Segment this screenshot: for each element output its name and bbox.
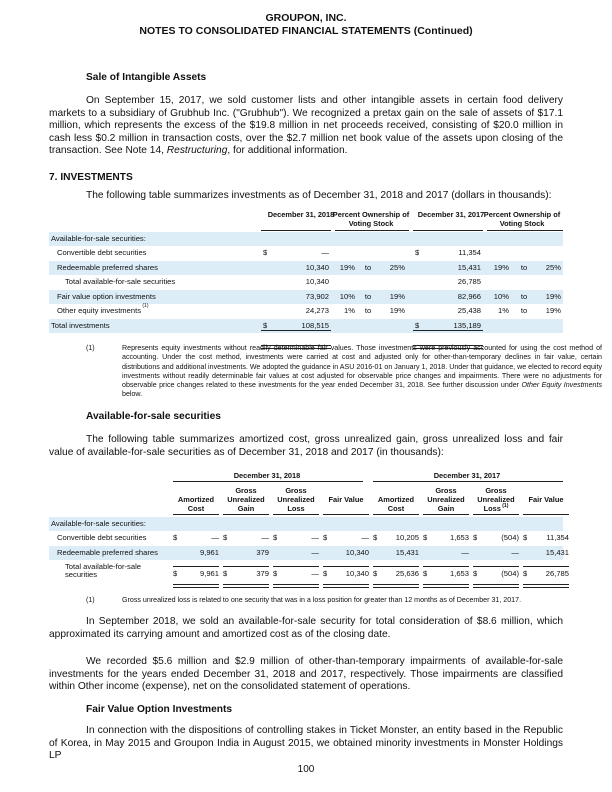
value-2017: 25,438 [457, 306, 481, 315]
dollar-sign: $ [323, 569, 328, 578]
value-2018: 73,902 [305, 291, 329, 301]
pct-high-2017: 19% [545, 291, 561, 301]
value-2018: 10,340 [305, 277, 329, 286]
col-header: Fair Value [528, 495, 564, 504]
dollar-sign: $ [523, 569, 528, 578]
value-2018: — [321, 248, 329, 257]
table1-footnote: (1) Represents equity investments without readily determinable fair values. Those investments were previously accounted for using the cost method of accounting. Under the cost method, investments were carried at cost and adjusted only for other-than-temporary declines in fair value, certain distributions and additional investments. We adopted the guidance in ASU 2016-01 on January 1, 2018. Under that guidance, we elected to record equity investments without readily determinable fair values at cost adjusted for observable price changes and impairments. There were no adjustments for observable price changes related to these investments for the year ended December 31, 2018. See further discussion under Other Equity Investments below. [86, 344, 602, 399]
pct-low-2018: 10% [339, 291, 355, 301]
cell-value: 10,340 [345, 569, 369, 578]
value-2017: 11,354 [458, 248, 481, 257]
page-number: 100 [297, 764, 315, 775]
cell-value: 10,340 [345, 547, 369, 557]
pct-to-2018: to [364, 291, 372, 301]
value-2017: 15,431 [457, 262, 481, 272]
sale-of-security-paragraph: In September 2018, we sold an available-for-sale security for total consideration of $8.6 million, which approximated its carrying amount and amortized cost as of the closing date. [49, 616, 563, 640]
row-label: Convertible debt securities [57, 248, 147, 257]
sale-section-body: On September 15, 2017, we sold customer lists and other intangible assets in certain food delivery markets to a subsidiary of Grubhub Inc. ("Grubhub"). We recognized a pretax gain on the sale of assets of $17.1 million, which represents the excess of the $19.8 million in net proceeds received, consisting of $20.0 million in cash less $0.2 million in transaction costs, over the $2.7 million net book value of the assets upon closing of the transaction. See Note 14, Restructuring, for additional information. [49, 95, 563, 157]
col-header-pct-2017: Percent Ownership of Voting Stock [483, 210, 561, 228]
dollar-sign: $ [523, 533, 528, 542]
dollar-sign: $ [473, 569, 478, 578]
pct-low-2018: 19% [339, 262, 355, 272]
dollar-sign: $ [415, 248, 420, 257]
pct-to-2017: to [520, 291, 528, 301]
group-header-2018: December 31, 2018 [233, 471, 301, 480]
cell-value: — [461, 547, 469, 557]
pct-to-2017: to [520, 306, 528, 315]
cell-value: — [261, 533, 269, 542]
value-2018: 108,515 [301, 320, 329, 330]
cell-value: 9,961 [199, 547, 219, 557]
dollar-sign: $ [373, 569, 378, 578]
dollar-sign: $ [273, 533, 278, 542]
cell-value: — [511, 547, 519, 557]
afs-section-title: Available-for-sale securities [86, 411, 221, 422]
group-header-2017: December 31, 2017 [433, 471, 501, 480]
col-header-pct-2018: Percent Ownership of Voting Stock [332, 210, 410, 228]
cell-value: — [211, 533, 219, 542]
table-row [49, 290, 563, 304]
row-label: Convertible debt securities [57, 533, 147, 542]
cell-value: 1,653 [449, 533, 469, 542]
pct-high-2018: 19% [389, 306, 405, 315]
cell-value: (504) [501, 569, 519, 578]
pct-to-2018: to [364, 306, 372, 315]
pct-high-2017: 25% [545, 262, 561, 272]
dollar-sign: $ [223, 569, 228, 578]
dollar-sign: $ [423, 533, 428, 542]
cell-value: — [311, 569, 319, 578]
row-label: Redeemable preferred shares [57, 262, 158, 272]
dollar-sign: $ [373, 533, 378, 542]
cell-value: 10,205 [395, 533, 419, 542]
pct-to-2017: to [520, 262, 528, 272]
fvo-section-body: In connection with the dispositions of controlling stakes in Ticket Monster, an entity based in the Republic of Korea, in May 2015 and Groupon India in August 2015, we obtained minority investments in Monster Holdings LP [49, 725, 563, 762]
cell-value: 26,785 [545, 569, 569, 578]
value-2018: 24,273 [305, 306, 329, 315]
cell-value: — [311, 533, 319, 542]
cell-value: 11,354 [546, 533, 569, 542]
table-section-row: Available-for-sale securities: [49, 232, 563, 246]
dollar-sign: $ [323, 533, 328, 542]
cell-value: 379 [256, 569, 269, 578]
table-row [49, 261, 563, 275]
footnote-marker: (1) [500, 503, 509, 509]
col-header: Gross Unrealized Gain [427, 486, 465, 513]
row-label: Redeemable preferred shares [57, 547, 158, 557]
footnote-marker: (1) [141, 303, 149, 309]
table-row [49, 562, 569, 582]
dollar-sign: $ [415, 320, 420, 330]
table-row [49, 275, 563, 289]
row-label: Total available-for-sale securities [65, 562, 141, 579]
pct-low-2017: 10% [493, 291, 509, 301]
impairment-paragraph: We recorded $5.6 million and $2.9 million of other-than-temporary impairments of available-for-sale investments for the years ended December 31, 2018 and 2017, respectively. Those impairments are classified within Other income (expense), net on the consolidated statement of operations. [49, 656, 563, 693]
table-row [49, 531, 569, 545]
dollar-sign: $ [263, 248, 268, 257]
pct-low-2018: 1% [344, 306, 355, 315]
col-header: Fair Value [328, 495, 364, 504]
investments-title: 7. INVESTMENTS [49, 172, 133, 183]
row-label: Fair value option investments [57, 291, 156, 301]
page-subtitle: NOTES TO CONSOLIDATED FINANCIAL STATEMENTS (Continued) [139, 25, 473, 37]
pct-high-2018: 19% [389, 291, 405, 301]
dollar-sign: $ [173, 533, 178, 542]
dollar-sign: $ [473, 533, 478, 542]
col-header: Amortized Cost [177, 495, 215, 513]
cell-value: 1,653 [449, 569, 469, 578]
value-2017: 82,966 [457, 291, 481, 301]
cell-value: — [311, 547, 319, 557]
table-section-row: Available-for-sale securities: [49, 517, 563, 531]
row-label: Other equity investments $^{(1)}$ [57, 303, 149, 315]
dollar-sign: $ [173, 569, 178, 578]
cell-value: — [361, 533, 369, 542]
pct-high-2017: 19% [545, 306, 561, 315]
cell-value: 15,431 [395, 547, 419, 557]
investments-intro: The following table summarizes investments as of December 31, 2018 and 2017 (dollars in thousands): [86, 190, 552, 201]
dollar-sign: $ [273, 569, 278, 578]
pct-low-2017: 1% [498, 306, 509, 315]
value-2017: 26,785 [457, 277, 481, 286]
dollar-sign: $ [423, 569, 428, 578]
cell-value: 25,636 [395, 569, 419, 578]
col-header: Gross Unrealized Loss $^{(1)}$ [477, 486, 515, 513]
fvo-section-title: Fair Value Option Investments [86, 704, 233, 715]
col-header: Gross Unrealized Loss [277, 486, 315, 513]
table-row [49, 546, 569, 560]
cell-value: 379 [256, 547, 269, 557]
col-header-dec-2018: December 31, 2018 [267, 210, 335, 219]
pct-to-2018: to [364, 262, 372, 272]
value-2018: 10,340 [305, 262, 329, 272]
dollar-sign: $ [263, 320, 268, 330]
row-label: Total available-for-sale securities [65, 277, 176, 286]
cell-value: 9,961 [199, 569, 219, 578]
value-2017: 135,189 [453, 320, 481, 330]
cell-value: 15,431 [545, 547, 569, 557]
table2-footnote: (1) Gross unrealized loss is related to one security that was in a loss position for greater than 12 months as of December 31, 2017. [86, 596, 522, 604]
row-label: Total investments [51, 320, 110, 330]
sale-section-title: Sale of Intangible Assets [86, 72, 207, 83]
investments-table [49, 208, 563, 340]
table-row [49, 304, 563, 318]
col-header: Amortized Cost [377, 495, 415, 513]
pct-high-2018: 25% [389, 262, 405, 272]
company-name: GROUPON, INC. [265, 12, 347, 24]
afs-section-intro: The following table summarizes amortized cost, gross unrealized gain, gross unrealized loss and fair value of available-for-sale securities as of December 31, 2018 and 2017 (in thousands): [49, 434, 563, 458]
pct-low-2017: 19% [493, 262, 509, 272]
afs-table [49, 470, 569, 590]
col-header-dec-2017: December 31, 2017 [417, 210, 485, 219]
cell-value: (504) [501, 533, 519, 542]
table-row [49, 246, 563, 260]
col-header: Gross Unrealized Gain [227, 486, 265, 513]
dollar-sign: $ [223, 533, 228, 542]
